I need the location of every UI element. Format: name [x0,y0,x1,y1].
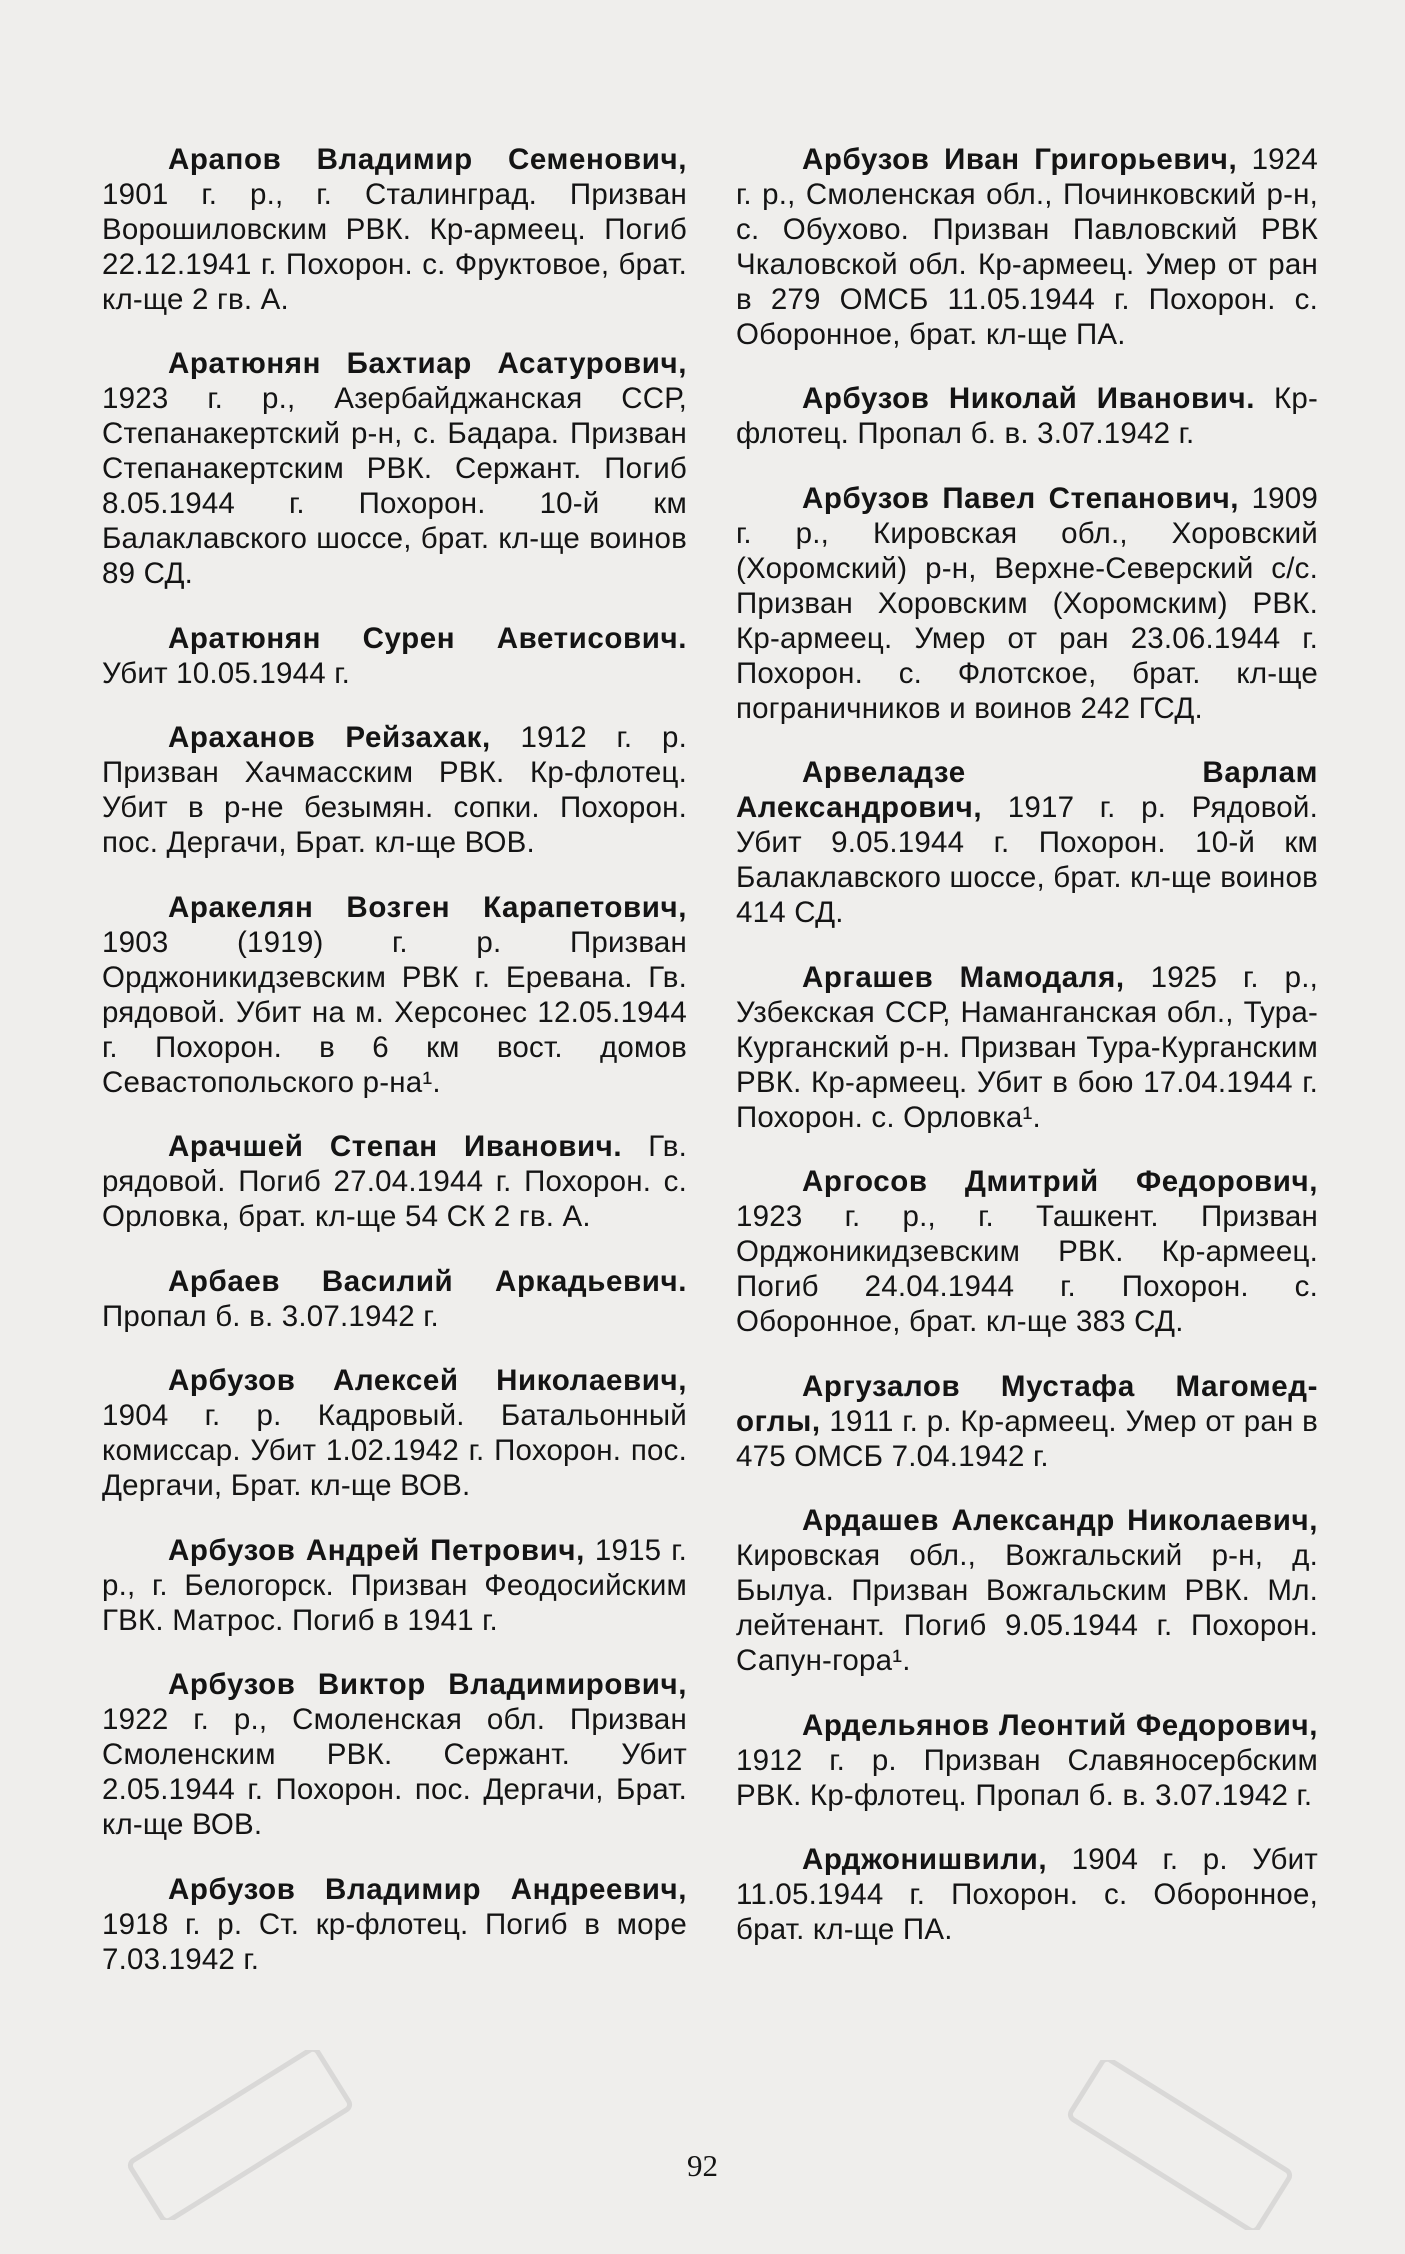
entry [102,1533,687,1638]
right-column [736,112,1318,1962]
entry-text: 1922 г. р., Смоленская обл. Призван Смоленским РВК. Сержант. Убит 2.05.1944 г. Похорон. пос. Дергачи, Брат. кл-ще ВОВ. [102,1703,687,1841]
entry-name: Аратюнян Сурен Аветисович. [168,621,687,655]
left-column [102,112,687,1992]
entry [102,1363,687,1503]
entry-text: 1925 г. р., Узбекская ССР, Наманганская обл., Тура-Курганский р-н. Призван Тура-Курганским РВК. Кр-армеец. Убит в бою 17.04.1944 г. Похорон. с. Орловка¹. [736,960,1319,1134]
entry-name: Арбузов Павел Степанович, [802,481,1240,515]
entry [736,1164,1318,1339]
entry-name: Арачшей Степан Иванович. [168,1130,623,1163]
entry [102,1264,687,1334]
entry-name: Арбузов Иван Григорьевич, [802,142,1238,176]
entry-name: Арвеладзе Варлам Александрович, [736,756,1318,824]
entry-text: 1915 г. р., г. Белогорск. Призван Феодосийским ГВК. Матрос. Погиб в 1941 г. [102,1533,687,1637]
entry-text: Пропал б. в. 3.07.1942 г. [102,1299,439,1333]
entry-name: Аракелян Возген Карапетович, [168,890,687,924]
entry [736,381,1318,451]
entry-text: 1904 г. р. Убит 11.05.1944 г. Похорон. с. Оборонное, брат. кл-ще ПА. [736,1843,1318,1946]
entry-text: 1901 г. р., г. Сталинград. Призван Ворошиловским РВК. Кр-армеец. Погиб 22.12.1941 г. Похорон. с. Фруктовое, брат. кл-ще 2 гв. А. [102,177,687,316]
page-number: 92 [687,2148,718,2183]
entry-text: 1924 г. р., Смоленская обл., Починковский р-н, с. Обухово. Призван Павловский РВК Чкаловской обл. Кр-армеец. Умер от ран в 279 ОМСБ 11.05.1944 г. Похорон. с. Оборонное, брат. кл-ще ПА. [736,142,1318,351]
entry-text: 1923 г. р., г. Ташкент. Призван Орджоникидзевским РВК. Кр-армеец. Погиб 24.04.1944 г. Похорон. с. Оборонное, брат. кл-ще 383 СД. [736,1200,1318,1338]
entry-text: 1903 (1919) г. р. Призван Орджоникидзевским РВК г. Еревана. Гв. рядовой. Убит на м. Херсонес 12.05.1944 г. Похорон. в 6 км вост. домов Севастопольского р-на¹. [102,925,687,1099]
entry [102,346,687,591]
entry [736,755,1318,930]
entry [102,890,687,1100]
watermark-right-image [1050,2060,1310,2230]
entry-text: 1904 г. р. Кадровый. Батальонный комиссар. Убит 1.02.1942 г. Похорон. пос. Дергачи, Брат. кл-ще ВОВ. [102,1399,687,1502]
entry [102,1872,687,1977]
entry-name: Арджонишвили, [802,1843,1048,1876]
entry-text: Гв. рядовой. Погиб 27.04.1944 г. Похорон. с. Орловка, брат. кл-ще 54 СК 2 гв. А. [102,1130,688,1233]
entry [102,720,687,860]
entry-text: Кировская обл., Вожгальский р-н, д. Былуа. Призван Вожгальским РВК. Мл. лейтенант. Погиб 9.05.1944 г. Похорон. Сапун-гора¹. [736,1539,1318,1677]
entry [736,1503,1318,1678]
entry [736,1842,1318,1947]
entry-text: 1911 г. р. Кр-армеец. Умер от ран в 475 ОМСБ 7.04.1942 г. [736,1404,1318,1473]
entry-text: 1923 г. р., Азербайджанская ССР, Степанакертский р-н, с. Бадара. Призван Степанакертским РВК. Сержант. Погиб 8.05.1944 г. Похорон. 10-й км Балаклавского шоссе, брат. кл-ще воинов 89 СД. [102,382,687,590]
entry-name: Арбузов Виктор Владимирович, [168,1668,687,1701]
entry-name: Аргосов Дмитрий Федорович, [802,1165,1318,1198]
entry-text: 1912 г. р. Призван Славяносербским РВК. Кр-флотец. Пропал б. в. 3.07.1942 г. [736,1743,1318,1812]
entry [102,1129,687,1234]
entry-name: Аргашев Мамодаля, [802,960,1125,994]
entry-name: Аргузалов Мустафа Магомед-оглы, [736,1369,1318,1438]
entry-name: Арбаев Василий Аркадьевич. [168,1264,687,1298]
watermark-left-image [110,2050,370,2220]
entry [736,960,1318,1135]
entry-name: Аратюнян Бахтиар Асатурович, [168,347,687,380]
entry [102,142,687,317]
entry-name: Арбузов Андрей Петрович, [168,1533,585,1567]
entry-name: Араханов Рейзахак, [168,721,491,754]
entry-name: Арбузов Алексей Николаевич, [168,1364,687,1397]
entry-text: 1909 г. р., Кировская обл., Хоровский (Хоромский) р-н, Верхне-Северский с/с. Призван Хоровским (Хоромским) РВК. Кр-армеец. Умер от ран 23.06.1944 г. Похорон. с. Флотское, брат. кл-ще пограничников и воинов 242 ГСД. [736,481,1318,725]
entry-name: Арапов Владимир Семенович, [168,142,687,176]
entry-text: 1912 г. р. Призван Хачмасским РВК. Кр-флотец. Убит в р-не безымян. сопки. Похорон. пос. Дергачи, Брат. кл-ще ВОВ. [102,721,687,859]
entry-text: 1917 г. р. Рядовой. Убит 9.05.1944 г. Похорон. 10-й км Балаклавского шоссе, брат. кл-ще воинов 414 СД. [736,791,1318,929]
entry-text: 1918 г. р. Ст. кр-флотец. Погиб в море 7.03.1942 г. [102,1907,687,1976]
entry [102,621,687,691]
entry [736,142,1318,352]
entry-name: Арбузов Николай Иванович. [802,382,1255,415]
entry-name: Ардельянов Леонтий Федорович, [802,1708,1318,1742]
entry-name: Арбузов Владимир Андреевич, [168,1872,687,1906]
entry-text: Убит 10.05.1944 г. [102,656,350,690]
entry [736,1369,1318,1474]
entry [736,481,1318,726]
entry [102,1667,687,1842]
entry [736,1708,1318,1813]
entry-text: Кр-флотец. Пропал б. в. 3.07.1942 г. [736,382,1318,450]
entry-name: Ардашев Александр Николаевич, [802,1504,1318,1537]
